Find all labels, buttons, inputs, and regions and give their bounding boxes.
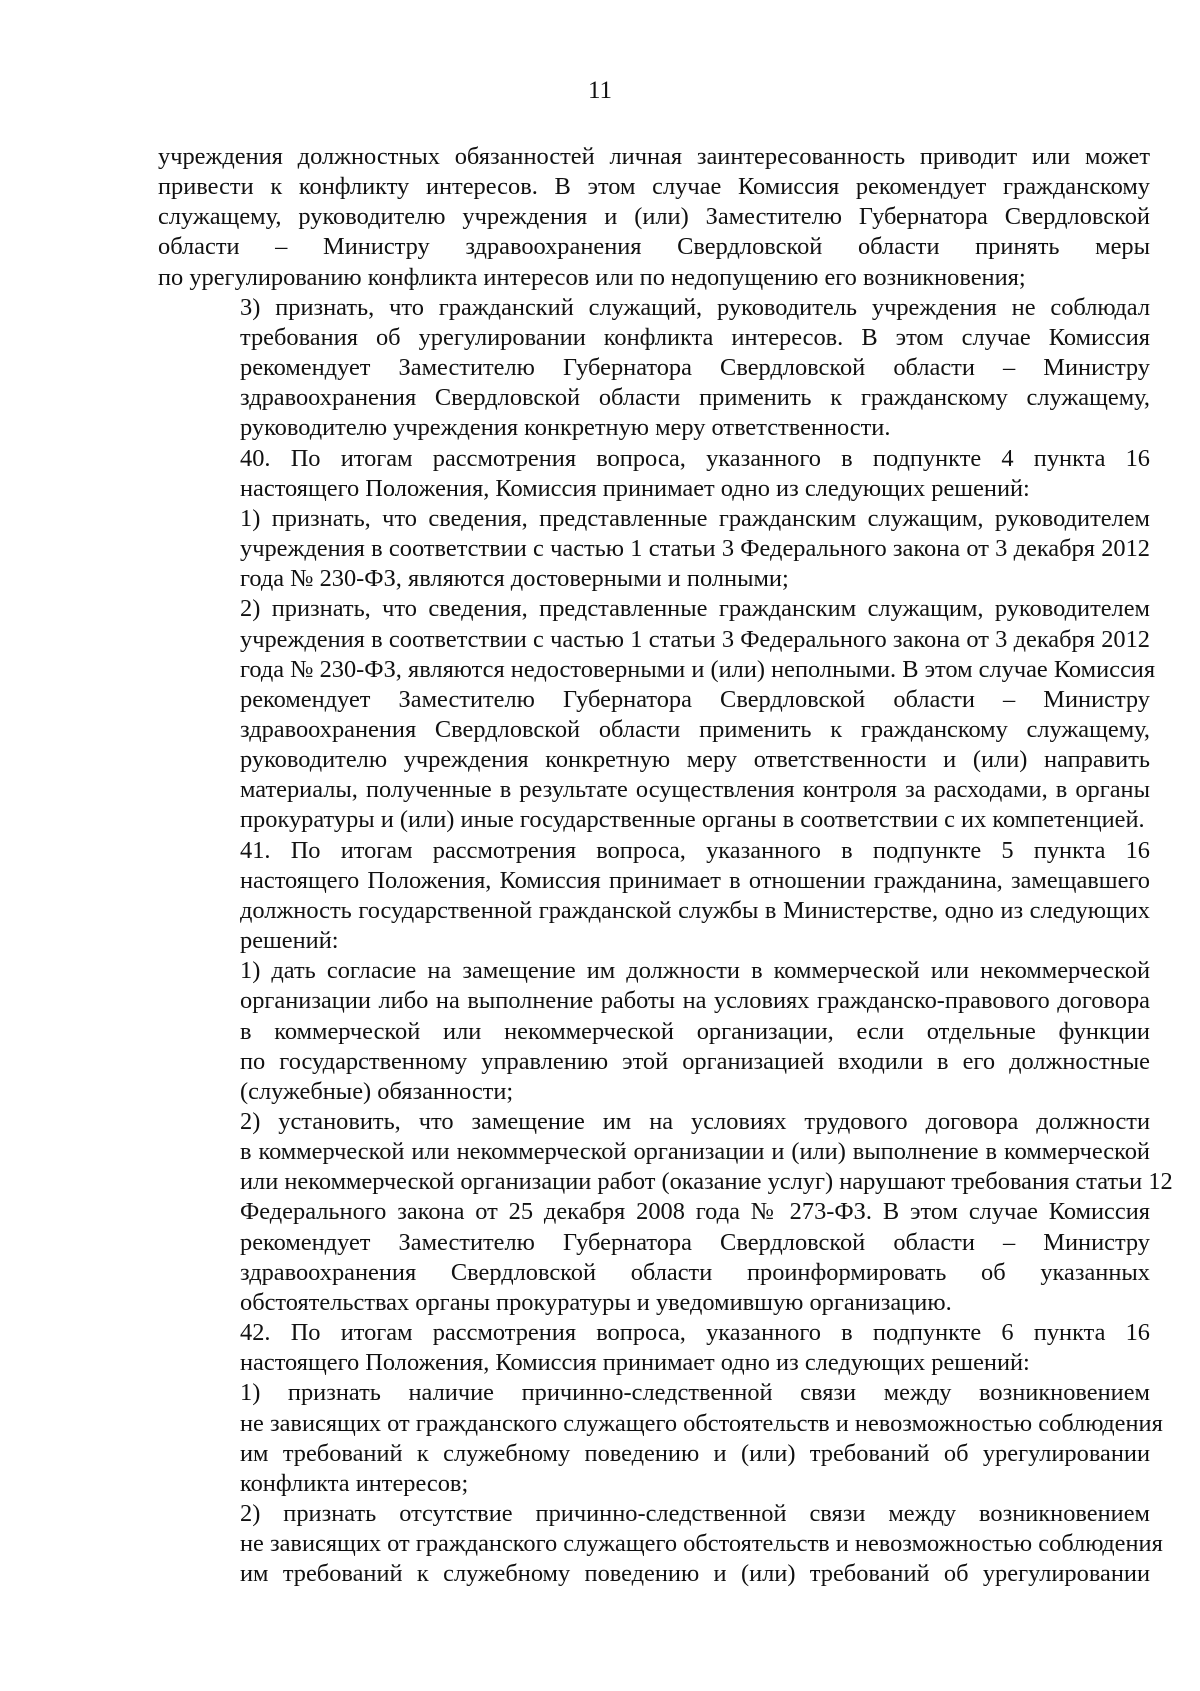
page-number: 11 [587, 77, 613, 104]
text-line: рекомендует Заместителю Губернатора Свердловской области – Министру [240, 685, 1150, 713]
document-body [158, 142, 1173, 1590]
paragraph [158, 1499, 1163, 1589]
text-line: здравоохранения Свердловской области применить к гражданскому служащему, [240, 384, 1150, 412]
text-line: материалы, полученные в результате осуществления контроля за расходами, в органы [240, 776, 1150, 804]
text-line: настоящего Положения, Комиссия принимает в отношении гражданина, замещавшего [240, 866, 1150, 894]
text-line: не зависящих от гражданского служащего обстоятельств и невозможностью соблюдения [240, 1409, 1163, 1437]
text-line: им требований к служебному поведению и (или) требований об урегулировании [240, 1560, 1150, 1588]
text-line: рекомендует Заместителю Губернатора Свердловской области – Министру [240, 1228, 1150, 1256]
text-line: обстоятельствах органы прокуратуры и уведомившую организацию. [240, 1288, 952, 1316]
text-line: в коммерческой или некоммерческой организации, если отдельные функции [240, 1017, 1150, 1045]
text-line: года № 230-ФЗ, являются недостоверными и (или) неполными. В этом случае Комиссия [240, 655, 1156, 683]
text-line: руководителю учреждения конкретную меру ответственности. [240, 414, 891, 442]
text-line: или некоммерческой организации работ (оказание услуг) нарушают требования статьи 12 [240, 1168, 1173, 1196]
text-line: должность государственной гражданской службы в Министерстве, одно из следующих [240, 896, 1150, 924]
text-line: по урегулированию конфликта интересов или по недопущению его возникновения; [158, 263, 1026, 291]
text-line: настоящего Положения, Комиссия принимает одно из следующих решений: [240, 474, 1030, 502]
paragraph [158, 504, 1150, 594]
paragraph [158, 142, 1150, 293]
text-line: решений: [240, 927, 339, 955]
text-line: руководителю учреждения конкретную меру ответственности и (или) направить [240, 746, 1150, 774]
text-line: конфликта интересов; [240, 1469, 469, 1497]
text-line: 2) признать отсутствие причинно-следственной связи между возникновением [240, 1500, 1150, 1528]
text-line: в коммерческой или некоммерческой организации и (или) выполнение в коммерческой [240, 1138, 1150, 1166]
text-line: требования об урегулировании конфликта интересов. В этом случае Комиссия [240, 323, 1150, 351]
text-line: настоящего Положения, Комиссия принимает одно из следующих решений: [240, 1349, 1030, 1377]
text-line: по государственному управлению этой организацией входили в его должностные [240, 1047, 1150, 1075]
text-line: 40. По итогам рассмотрения вопроса, указанного в подпункте 4 пункта 16 [240, 444, 1150, 472]
paragraph [158, 293, 1150, 444]
text-line: рекомендует Заместителю Губернатора Свердловской области – Министру [240, 354, 1150, 382]
paragraph [158, 594, 1156, 835]
text-line: служащему, руководителю учреждения и (или) Заместителю Губернатора Свердловской [158, 203, 1150, 231]
text-line: 2) признать, что сведения, представленные гражданским служащим, руководителем [240, 595, 1150, 623]
text-line: привести к конфликту интересов. В этом случае Комиссия рекомендует гражданскому [158, 173, 1150, 201]
text-line: (служебные) обязанности; [240, 1077, 514, 1105]
text-line: здравоохранения Свердловской области применить к гражданскому служащему, [240, 715, 1150, 743]
text-line: им требований к служебному поведению и (или) требований об урегулировании [240, 1439, 1150, 1467]
text-line: 2) установить, что замещение им на условиях трудового договора должности [240, 1108, 1150, 1135]
text-line: 1) дать согласие на замещение им должности в коммерческой или некоммерческой [240, 957, 1150, 985]
text-line: 3) признать, что гражданский служащий, руководитель учреждения не соблюдал [240, 293, 1150, 321]
text-line: учреждения должностных обязанностей личная заинтересованность приводит или может [158, 143, 1150, 170]
paragraph [158, 1378, 1163, 1499]
text-line: не зависящих от гражданского служащего обстоятельств и невозможностью соблюдения [240, 1530, 1163, 1558]
text-line: 1) признать, что сведения, представленные гражданским служащим, руководителем [240, 504, 1150, 532]
paragraph [158, 956, 1150, 1107]
text-line: области – Министру здравоохранения Свердловской области принять меры [158, 233, 1150, 261]
text-line: прокуратуры и (или) иные государственные органы в соответствии с их компетенцией. [240, 806, 1145, 834]
paragraph [158, 1107, 1173, 1318]
paragraph [158, 1318, 1150, 1378]
text-line: 1) признать наличие причинно-следственной связи между возникновением [240, 1379, 1150, 1407]
text-line: Федерального закона от 25 декабря 2008 года № 273-ФЗ. В этом случае Комиссия [240, 1198, 1150, 1226]
text-line: 41. По итогам рассмотрения вопроса, указанного в подпункте 5 пункта 16 [240, 836, 1150, 864]
text-line: года № 230-ФЗ, являются достоверными и полными; [240, 565, 789, 593]
text-line: здравоохранения Свердловской области проинформировать об указанных [240, 1258, 1150, 1286]
text-line: учреждения в соответствии с частью 1 статьи 3 Федерального закона от 3 декабря 2012 [240, 625, 1150, 653]
text-line: учреждения в соответствии с частью 1 статьи 3 Федерального закона от 3 декабря 2012 [240, 535, 1150, 563]
paragraph [158, 444, 1150, 504]
text-line: организации либо на выполнение работы на условиях гражданско-правового договора [240, 987, 1150, 1015]
text-line: 42. По итогам рассмотрения вопроса, указанного в подпункте 6 пункта 16 [240, 1319, 1150, 1347]
paragraph [158, 836, 1150, 957]
